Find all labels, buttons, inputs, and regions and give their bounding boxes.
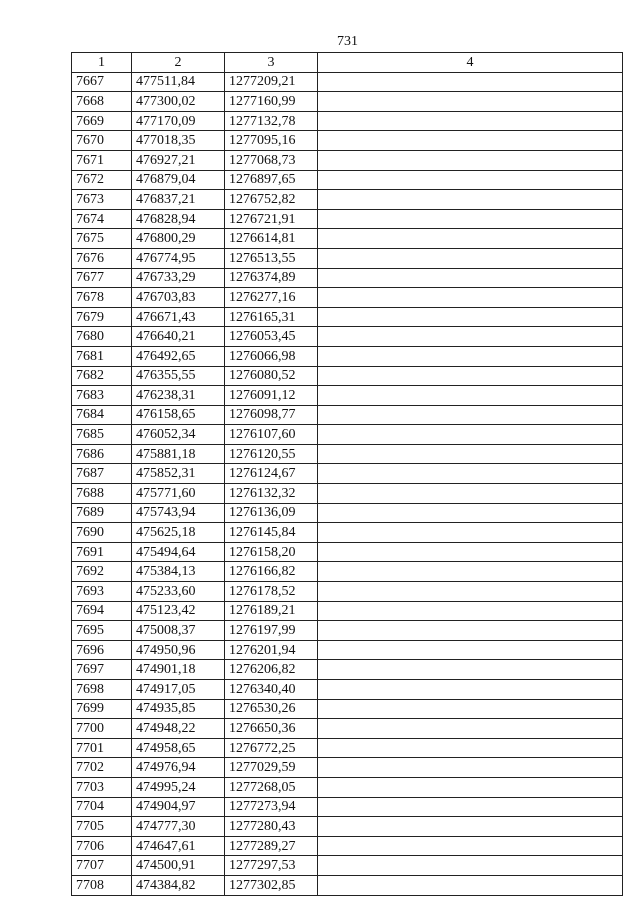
point-number-cell: 7700 (72, 719, 132, 739)
table-row (72, 680, 623, 700)
x-coordinate-cell: 475743,94 (132, 503, 225, 523)
y-coordinate-cell: 1276201,94 (225, 640, 318, 660)
y-coordinate-cell: 1276206,82 (225, 660, 318, 680)
x-coordinate-cell: 475123,42 (132, 601, 225, 621)
table-row (72, 738, 623, 758)
y-coordinate-cell: 1276374,89 (225, 268, 318, 288)
note-cell (318, 562, 623, 582)
y-coordinate-cell: 1276124,67 (225, 464, 318, 484)
note-cell (318, 523, 623, 543)
note-cell (318, 229, 623, 249)
note-cell (318, 464, 623, 484)
table-row (72, 288, 623, 308)
y-coordinate-cell: 1276189,21 (225, 601, 318, 621)
note-cell (318, 288, 623, 308)
table-row (72, 248, 623, 268)
y-coordinate-cell: 1276145,84 (225, 523, 318, 543)
point-number-cell: 7708 (72, 875, 132, 895)
y-coordinate-cell: 1277280,43 (225, 817, 318, 837)
table-row (72, 719, 623, 739)
x-coordinate-cell: 476640,21 (132, 327, 225, 347)
x-coordinate-cell: 475881,18 (132, 444, 225, 464)
point-number-cell: 7688 (72, 484, 132, 504)
x-coordinate-cell: 474976,94 (132, 758, 225, 778)
point-number-cell: 7684 (72, 405, 132, 425)
y-coordinate-cell: 1277273,94 (225, 797, 318, 817)
column-header-3: 3 (225, 53, 318, 73)
y-coordinate-cell: 1276650,36 (225, 719, 318, 739)
y-coordinate-cell: 1277068,73 (225, 150, 318, 170)
x-coordinate-cell: 477511,84 (132, 72, 225, 92)
note-cell (318, 484, 623, 504)
y-coordinate-cell: 1276277,16 (225, 288, 318, 308)
note-cell (318, 190, 623, 210)
x-coordinate-cell: 474948,22 (132, 719, 225, 739)
note-cell (318, 836, 623, 856)
y-coordinate-cell: 1276721,91 (225, 209, 318, 229)
point-number-cell: 7702 (72, 758, 132, 778)
table-row (72, 699, 623, 719)
table-row (72, 170, 623, 190)
table-row (72, 111, 623, 131)
table-row (72, 386, 623, 406)
point-number-cell: 7690 (72, 523, 132, 543)
y-coordinate-cell: 1276080,52 (225, 366, 318, 386)
table-row (72, 92, 623, 112)
note-cell (318, 92, 623, 112)
point-number-cell: 7697 (72, 660, 132, 680)
y-coordinate-cell: 1276178,52 (225, 582, 318, 602)
x-coordinate-cell: 476879,04 (132, 170, 225, 190)
note-cell (318, 150, 623, 170)
point-number-cell: 7691 (72, 542, 132, 562)
point-number-cell: 7675 (72, 229, 132, 249)
point-number-cell: 7678 (72, 288, 132, 308)
table-row (72, 660, 623, 680)
x-coordinate-cell: 475008,37 (132, 621, 225, 641)
table-row (72, 875, 623, 895)
x-coordinate-cell: 474950,96 (132, 640, 225, 660)
x-coordinate-cell: 477300,02 (132, 92, 225, 112)
y-coordinate-cell: 1277302,85 (225, 875, 318, 895)
coordinates-table (71, 52, 623, 896)
note-cell (318, 346, 623, 366)
table-row (72, 346, 623, 366)
note-cell (318, 797, 623, 817)
y-coordinate-cell: 1276897,65 (225, 170, 318, 190)
point-number-cell: 7668 (72, 92, 132, 112)
x-coordinate-cell: 475625,18 (132, 523, 225, 543)
table-row (72, 601, 623, 621)
note-cell (318, 503, 623, 523)
y-coordinate-cell: 1276158,20 (225, 542, 318, 562)
table-row (72, 836, 623, 856)
table-row (72, 366, 623, 386)
note-cell (318, 209, 623, 229)
y-coordinate-cell: 1276614,81 (225, 229, 318, 249)
x-coordinate-cell: 476800,29 (132, 229, 225, 249)
point-number-cell: 7677 (72, 268, 132, 288)
y-coordinate-cell: 1276166,82 (225, 562, 318, 582)
table-row (72, 817, 623, 837)
x-coordinate-cell: 474935,85 (132, 699, 225, 719)
column-header-1: 1 (72, 53, 132, 73)
table-row (72, 856, 623, 876)
point-number-cell: 7701 (72, 738, 132, 758)
y-coordinate-cell: 1276340,40 (225, 680, 318, 700)
table-row (72, 758, 623, 778)
note-cell (318, 386, 623, 406)
y-coordinate-cell: 1277132,78 (225, 111, 318, 131)
y-coordinate-cell: 1277209,21 (225, 72, 318, 92)
x-coordinate-cell: 476238,31 (132, 386, 225, 406)
y-coordinate-cell: 1276513,55 (225, 248, 318, 268)
point-number-cell: 7674 (72, 209, 132, 229)
table-row (72, 150, 623, 170)
note-cell (318, 131, 623, 151)
x-coordinate-cell: 474901,18 (132, 660, 225, 680)
y-coordinate-cell: 1277160,99 (225, 92, 318, 112)
note-cell (318, 660, 623, 680)
y-coordinate-cell: 1276165,31 (225, 307, 318, 327)
page-number: 731 (337, 34, 358, 49)
x-coordinate-cell: 476703,83 (132, 288, 225, 308)
table-row (72, 621, 623, 641)
y-coordinate-cell: 1277268,05 (225, 777, 318, 797)
x-coordinate-cell: 476733,29 (132, 268, 225, 288)
table-row (72, 523, 623, 543)
point-number-cell: 7705 (72, 817, 132, 837)
point-number-cell: 7685 (72, 425, 132, 445)
point-number-cell: 7679 (72, 307, 132, 327)
note-cell (318, 817, 623, 837)
note-cell (318, 640, 623, 660)
y-coordinate-cell: 1277289,27 (225, 836, 318, 856)
x-coordinate-cell: 476355,55 (132, 366, 225, 386)
point-number-cell: 7696 (72, 640, 132, 660)
x-coordinate-cell: 475233,60 (132, 582, 225, 602)
x-coordinate-cell: 474958,65 (132, 738, 225, 758)
table-row (72, 229, 623, 249)
column-header-2: 2 (132, 53, 225, 73)
y-coordinate-cell: 1276132,32 (225, 484, 318, 504)
x-coordinate-cell: 476052,34 (132, 425, 225, 445)
table-row (72, 542, 623, 562)
point-number-cell: 7699 (72, 699, 132, 719)
note-cell (318, 307, 623, 327)
table-row (72, 131, 623, 151)
point-number-cell: 7686 (72, 444, 132, 464)
note-cell (318, 680, 623, 700)
note-cell (318, 72, 623, 92)
table-header-row (72, 53, 623, 73)
point-number-cell: 7687 (72, 464, 132, 484)
y-coordinate-cell: 1276752,82 (225, 190, 318, 210)
x-coordinate-cell: 476927,21 (132, 150, 225, 170)
note-cell (318, 542, 623, 562)
point-number-cell: 7676 (72, 248, 132, 268)
y-coordinate-cell: 1276772,25 (225, 738, 318, 758)
note-cell (318, 248, 623, 268)
point-number-cell: 7683 (72, 386, 132, 406)
y-coordinate-cell: 1276107,60 (225, 425, 318, 445)
y-coordinate-cell: 1276120,55 (225, 444, 318, 464)
x-coordinate-cell: 474500,91 (132, 856, 225, 876)
note-cell (318, 582, 623, 602)
x-coordinate-cell: 475494,64 (132, 542, 225, 562)
note-cell (318, 738, 623, 758)
x-coordinate-cell: 476671,43 (132, 307, 225, 327)
x-coordinate-cell: 477170,09 (132, 111, 225, 131)
point-number-cell: 7670 (72, 131, 132, 151)
point-number-cell: 7695 (72, 621, 132, 641)
x-coordinate-cell: 476837,21 (132, 190, 225, 210)
note-cell (318, 425, 623, 445)
point-number-cell: 7667 (72, 72, 132, 92)
point-number-cell: 7704 (72, 797, 132, 817)
point-number-cell: 7689 (72, 503, 132, 523)
point-number-cell: 7694 (72, 601, 132, 621)
x-coordinate-cell: 476774,95 (132, 248, 225, 268)
column-header-4: 4 (318, 53, 623, 73)
point-number-cell: 7703 (72, 777, 132, 797)
x-coordinate-cell: 475384,13 (132, 562, 225, 582)
y-coordinate-cell: 1277029,59 (225, 758, 318, 778)
table-row (72, 464, 623, 484)
table-row (72, 444, 623, 464)
note-cell (318, 327, 623, 347)
point-number-cell: 7671 (72, 150, 132, 170)
table-row (72, 327, 623, 347)
table-row (72, 268, 623, 288)
point-number-cell: 7669 (72, 111, 132, 131)
point-number-cell: 7707 (72, 856, 132, 876)
y-coordinate-cell: 1276091,12 (225, 386, 318, 406)
note-cell (318, 875, 623, 895)
y-coordinate-cell: 1276098,77 (225, 405, 318, 425)
x-coordinate-cell: 475771,60 (132, 484, 225, 504)
point-number-cell: 7672 (72, 170, 132, 190)
table-row (72, 797, 623, 817)
note-cell (318, 111, 623, 131)
note-cell (318, 856, 623, 876)
table-row (72, 484, 623, 504)
point-number-cell: 7682 (72, 366, 132, 386)
table-row (72, 582, 623, 602)
point-number-cell: 7681 (72, 346, 132, 366)
table-row (72, 777, 623, 797)
note-cell (318, 699, 623, 719)
point-number-cell: 7692 (72, 562, 132, 582)
table-body (72, 72, 623, 895)
point-number-cell: 7698 (72, 680, 132, 700)
x-coordinate-cell: 475852,31 (132, 464, 225, 484)
note-cell (318, 719, 623, 739)
y-coordinate-cell: 1276530,26 (225, 699, 318, 719)
y-coordinate-cell: 1277095,16 (225, 131, 318, 151)
note-cell (318, 405, 623, 425)
x-coordinate-cell: 474647,61 (132, 836, 225, 856)
y-coordinate-cell: 1276053,45 (225, 327, 318, 347)
y-coordinate-cell: 1276197,99 (225, 621, 318, 641)
y-coordinate-cell: 1277297,53 (225, 856, 318, 876)
note-cell (318, 601, 623, 621)
point-number-cell: 7706 (72, 836, 132, 856)
point-number-cell: 7693 (72, 582, 132, 602)
x-coordinate-cell: 474777,30 (132, 817, 225, 837)
table-row (72, 425, 623, 445)
table-row (72, 209, 623, 229)
note-cell (318, 777, 623, 797)
x-coordinate-cell: 476828,94 (132, 209, 225, 229)
note-cell (318, 268, 623, 288)
x-coordinate-cell: 476158,65 (132, 405, 225, 425)
note-cell (318, 170, 623, 190)
x-coordinate-cell: 476492,65 (132, 346, 225, 366)
x-coordinate-cell: 474904,97 (132, 797, 225, 817)
table-row (72, 640, 623, 660)
table-row (72, 190, 623, 210)
table-row (72, 405, 623, 425)
note-cell (318, 366, 623, 386)
table-row (72, 307, 623, 327)
x-coordinate-cell: 477018,35 (132, 131, 225, 151)
note-cell (318, 758, 623, 778)
y-coordinate-cell: 1276066,98 (225, 346, 318, 366)
table-row (72, 562, 623, 582)
note-cell (318, 621, 623, 641)
y-coordinate-cell: 1276136,09 (225, 503, 318, 523)
x-coordinate-cell: 474917,05 (132, 680, 225, 700)
x-coordinate-cell: 474995,24 (132, 777, 225, 797)
x-coordinate-cell: 474384,82 (132, 875, 225, 895)
note-cell (318, 444, 623, 464)
point-number-cell: 7680 (72, 327, 132, 347)
table-row (72, 503, 623, 523)
table-row (72, 72, 623, 92)
point-number-cell: 7673 (72, 190, 132, 210)
